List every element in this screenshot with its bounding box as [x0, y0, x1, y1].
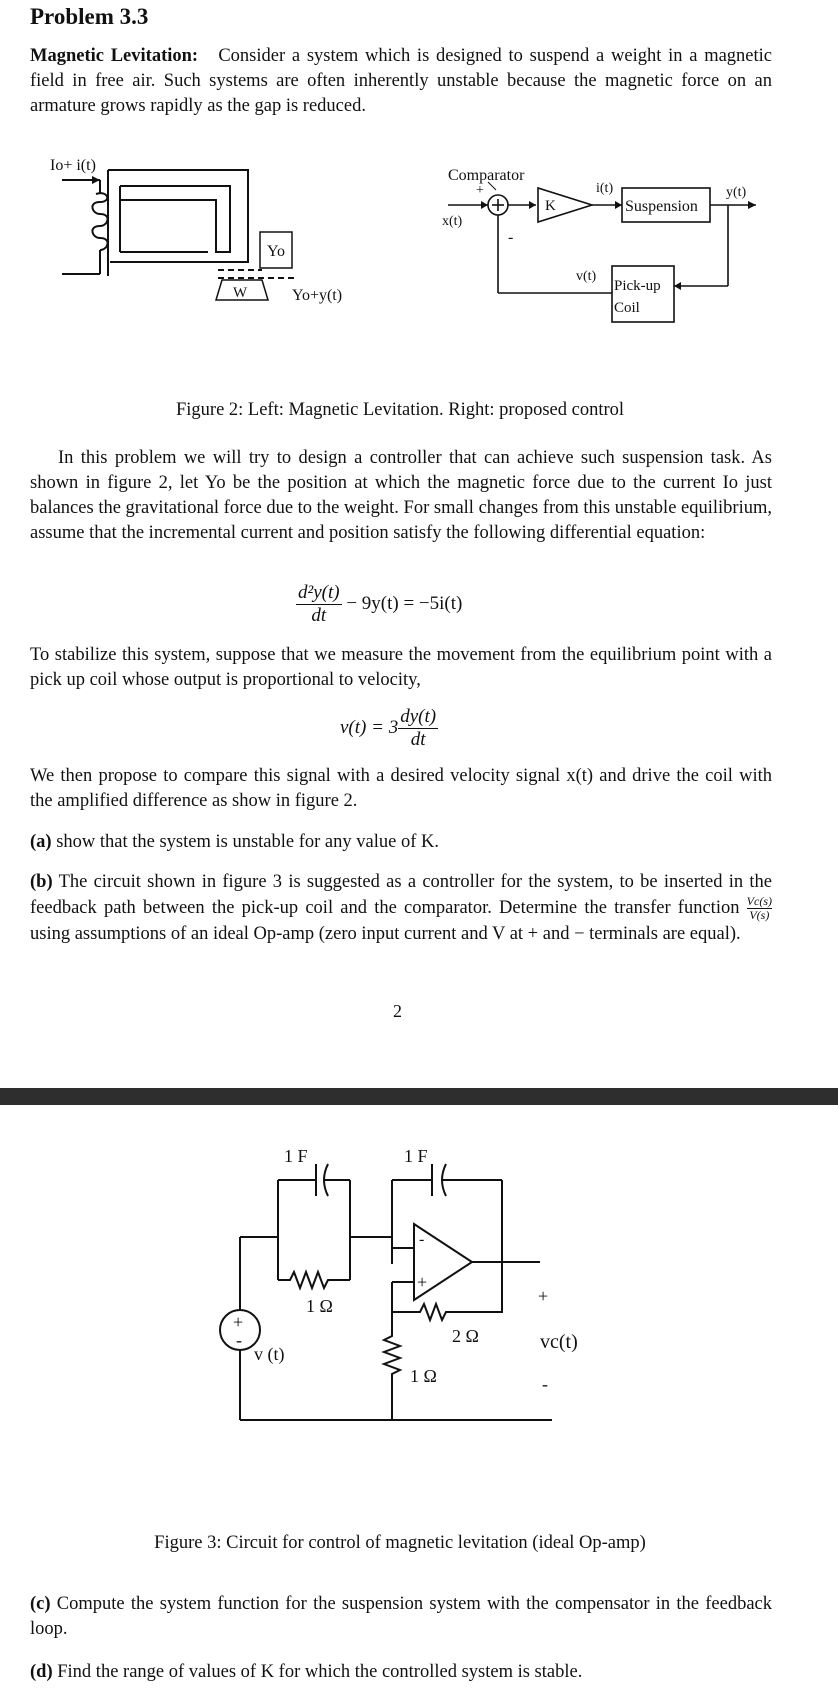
current-signal-label: i(t): [596, 181, 614, 196]
part-c-text: Compute the system function for the suspension system with the compensator in the feedback loop.: [30, 1594, 772, 1639]
figure-2: [0, 150, 838, 370]
eq2-fraction: [398, 706, 438, 751]
opamp-plus: +: [417, 1272, 428, 1292]
part-b-frac-num: Vc(s): [746, 894, 772, 908]
part-a-label: (a): [30, 832, 52, 852]
figure-3-caption: Figure 3: Circuit for control of magnetic levitation (ideal Op-amp): [154, 1533, 646, 1553]
eq1-denominator: dt: [311, 605, 327, 626]
opamp-minus: -: [419, 1231, 425, 1248]
figure-2-caption: Figure 2: Left: Magnetic Levitation. Right: proposed control: [175, 400, 625, 420]
output-signal-label: y(t): [726, 185, 747, 200]
suspension-label: Suspension: [625, 198, 698, 215]
cap1-label: 1 F: [284, 1146, 308, 1166]
eq2-numerator: dy(t): [400, 706, 437, 727]
part-b-frac-den: V(s): [749, 908, 770, 922]
gap-label: Yo: [267, 243, 285, 260]
source-label: v (t): [254, 1344, 285, 1364]
intro-text: Consider a system which is designed to suspend a weight in a magnetic field in free air. Such systems are often inherently unstable because the magnetic force on an armature grows rapidly as the gap is reduced.: [30, 46, 772, 116]
intro-paragraph: [30, 44, 772, 119]
control-block-diagram: [442, 167, 756, 322]
source-plus: +: [233, 1312, 244, 1332]
pickup-label-2: Coil: [614, 300, 640, 316]
intro-heading: Magnetic Levitation:: [30, 46, 199, 66]
cap2-label: 1 F: [404, 1146, 428, 1166]
input-signal-label: x(t): [442, 214, 463, 229]
comparator-minus: -: [508, 229, 514, 246]
velocity-signal-label: v(t): [576, 269, 597, 284]
eq1-numerator: d²y(t): [298, 582, 340, 603]
output-minus: -: [542, 1374, 548, 1394]
current-input-label: Io+ i(t): [50, 157, 96, 174]
part-b-fraction: [747, 895, 772, 922]
comparator-label: Comparator: [448, 167, 525, 184]
part-c: [30, 1592, 772, 1642]
part-b-text-1: The circuit shown in figure 3 is suggested as a controller for the system, to be inserted in the feedback path between the pick-up coil and the comparator. Determine the transfer function: [30, 872, 772, 918]
weight-label: W: [233, 285, 248, 301]
eq2-lhs: v(t) = 3: [340, 716, 399, 738]
equation-1: [296, 582, 462, 627]
magnetic-levitation-diagram: [50, 157, 342, 304]
eq1-fraction: [296, 582, 342, 627]
problem-title: Problem 3.3: [30, 4, 149, 29]
pickup-label-1: Pick-up: [614, 278, 661, 294]
gain-label: K: [545, 198, 556, 214]
page-number: 2: [393, 1001, 402, 1021]
source-minus: -: [236, 1330, 242, 1350]
page-divider: [0, 1088, 838, 1105]
part-a: [30, 830, 772, 855]
part-d-label: (d): [30, 1662, 53, 1682]
part-b-text-2: using assumptions of an ideal Op-amp (zero input current and V at + and − terminals are equal).: [30, 924, 741, 944]
part-b: [30, 870, 772, 947]
body-paragraph-3: We then propose to compare this signal with a desired velocity signal x(t) and drive the coil with the amplified difference as show in figure 2.: [30, 766, 772, 811]
part-a-text: show that the system is unstable for any value of K.: [56, 832, 439, 852]
part-d-text: Find the range of values of K for which the controlled system is stable.: [57, 1662, 583, 1682]
comparator-plus: +: [476, 183, 484, 198]
part-c-label: (c): [30, 1594, 51, 1614]
eq1-rest: − 9y(t) = −5i(t): [346, 592, 463, 614]
part-d: [30, 1660, 772, 1685]
part-b-label: (b): [30, 872, 53, 892]
equation-2: [340, 706, 438, 751]
r3-label: 1 Ω: [410, 1366, 437, 1386]
body-paragraph-1: In this problem we will try to design a controller that can achieve such suspension task. As shown in figure 2, let Yo be the position at which the magnetic force due to the current Io just balances the gravitational force due to the weight. For small changes from this unstable equilibrium, assume that the incremental current and position satisfy the following differential equation:: [30, 448, 772, 543]
r2-label: 2 Ω: [452, 1326, 479, 1346]
position-label: Yo+y(t): [292, 287, 343, 304]
output-plus: +: [538, 1286, 549, 1306]
figure-3: [0, 1140, 838, 1520]
output-label: vc(t): [540, 1331, 578, 1353]
body-paragraph-2: To stabilize this system, suppose that we measure the movement from the equilibrium point with a pick up coil whose output is proportional to velocity,: [30, 645, 772, 690]
eq2-denominator: dt: [410, 729, 426, 750]
r1-label: 1 Ω: [306, 1296, 333, 1316]
